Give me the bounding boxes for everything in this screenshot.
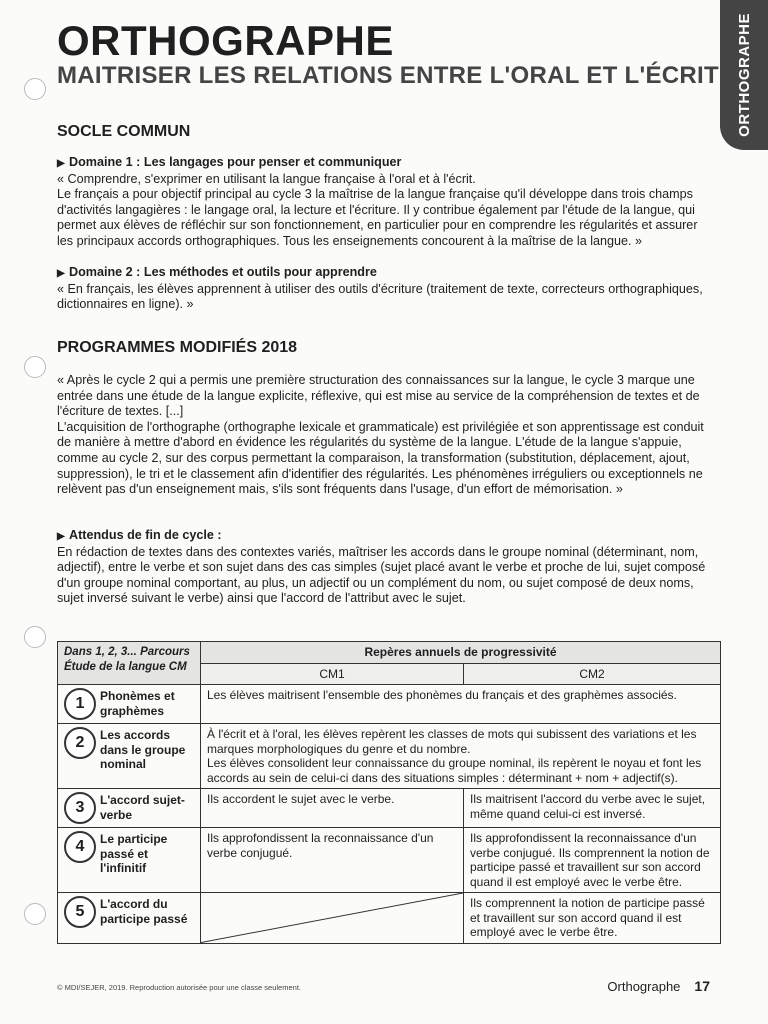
column-cm2: CM2 [464, 663, 721, 685]
programmes-heading: PROGRAMMES MODIFIÉS 2018 [57, 339, 298, 356]
programmes-block [57, 373, 713, 498]
domaine1-title: Domaine 1 : Les langages pour penser et communiquer [69, 155, 402, 169]
punch-hole-4 [24, 903, 46, 925]
row-label-cell [58, 685, 201, 724]
table-top-header: Repères annuels de progressivité [201, 642, 721, 664]
table-left-header: Dans 1, 2, 3... Parcours Étude de la langue CM [58, 642, 201, 685]
bullet-icon: ▶ [57, 158, 65, 169]
page-title: ORTHOGRAPHE [57, 17, 394, 64]
programmes-text: « Après le cycle 2 qui a permis une première structuration des connaissances sur la langue, le cycle 3 marque une entrée dans une étude de la langue explicite, réflexive, qui est mise au service de la compréhension de textes et de l'écriture de textes. [...] L'acquisition de l'orthographe (orthographe lexicale et grammaticale) est privilégiée et son apprentissage est conduit de manière à mettre d'abord en évidence les régularités du système de la langue. L'étude de la langue s'appuie, comme au cycle 2, sur des corpus permettant la comparaison, la transformation (substitution, déplacement, ajout, suppression), le tri et le classement afin d'identifier des régularités. Les phénomènes irréguliers ou exceptionnels ne relèvent pas d'un enseignement mais, s'ils sont fréquents dans l'usage, d'un effort de mémorisation. » [57, 373, 704, 497]
attendus-text: En rédaction de textes dans des contextes variés, maîtriser les accords dans le groupe nominal (déterminant, nom, adjectif), entre le verbe et son sujet dans des cas simples (sujet placé avant le verbe et proche de lui, sujet composé d'un groupe nominal comportant, au plus, un adjectif ou un complément du nom, ou sujet composé de deux noms, sujet inversé suivant le verbe) ainsi que l'accord de l'attribut avec le sujet. [57, 544, 706, 606]
punch-hole-1 [24, 78, 46, 100]
page-footer [607, 978, 710, 994]
section-side-tab [720, 0, 768, 150]
row-text-both: À l'écrit et à l'oral, les élèves repèrent les classes de mots qui subissent des variations et les marques morphologiques du genre et du nombre. Les élèves consolident leur connaissance du groupe nominal, ils repèrent le noyau et font les accords au sein de celui-ci dans des situations simples : déterminant + nom + adjectif(s). [201, 724, 721, 789]
progression-table [57, 641, 721, 944]
table-row [58, 789, 721, 828]
row-text-both: Les élèves maitrisent l'ensemble des phonèmes du français et des graphèmes associés. [201, 685, 721, 724]
row-label: L'accord sujet-verbe [100, 793, 185, 822]
diagonal-strike [201, 893, 463, 943]
page-subtitle: MAITRISER LES RELATIONS ENTRE L'ORAL ET L'ÉCRIT [57, 62, 719, 89]
row-label: Le participe passé et l'infinitif [100, 832, 168, 875]
domaine2-title: Domaine 2 : Les méthodes et outils pour apprendre [69, 265, 377, 279]
number-badge: 1 [64, 688, 96, 720]
domaine1-text: « Comprendre, s'exprimer en utilisant la langue française à l'oral et à l'écrit. Le français a pour objectif principal au cycle 3 la maîtrise de la langue française qu'il développe dans trois champs d'activités langagières : le langage oral, la lecture et l'écriture. Il y contribue également par l'étude de la langue, qui permet aux élèves de réfléchir sur son fonctionnement, en particulier pour en comprendre les régularités et assurer les principaux accords orthographiques. Tous les enseignements concourent à la maîtrise de la langue. » [57, 171, 698, 248]
bullet-icon: ▶ [57, 268, 65, 279]
table-header-row [58, 642, 721, 664]
footer-section: Orthographe [607, 979, 681, 994]
table-row [58, 828, 721, 893]
punch-hole-3 [24, 626, 46, 648]
empty-cm1-cell [201, 893, 464, 944]
page-number: 17 [694, 978, 710, 994]
table-row [58, 724, 721, 789]
row-text-cm2: Ils approfondissent la reconnaissance d'un verbe conjugué. Ils comprennent la notion de participe passé et travaillent sur son accord quand il est employé avec le verbe être. [464, 828, 721, 893]
table-row [58, 893, 721, 944]
attendus-block [57, 528, 713, 607]
row-label-cell [58, 789, 201, 828]
row-text-cm1: Ils approfondissent la reconnaissance d'un verbe conjugué. [201, 828, 464, 893]
number-badge: 3 [64, 792, 96, 824]
attendus-title: Attendus de fin de cycle : [69, 528, 222, 542]
row-label: Phonèmes et graphèmes [100, 689, 175, 718]
domaine1-block [57, 155, 713, 250]
socle-heading: SOCLE COMMUN [57, 123, 191, 140]
bullet-icon: ▶ [57, 531, 65, 542]
row-text-cm2: Ils maitrisent l'accord du verbe avec le sujet, même quand celui-ci est inversé. [464, 789, 721, 828]
number-badge: 4 [64, 831, 96, 863]
row-label-cell [58, 828, 201, 893]
domaine2-text: « En français, les élèves apprennent à utiliser des outils d'écriture (traitement de texte, correcteurs orthographiques, dictionnaires en ligne). » [57, 281, 703, 312]
row-label-cell [58, 724, 201, 789]
row-label: Les accords dans le groupe nominal [100, 728, 186, 771]
domaine2-block [57, 265, 713, 313]
row-label: L'accord du participe passé [100, 897, 188, 926]
punch-hole-2 [24, 356, 46, 378]
row-text-cm1: Ils accordent le sujet avec le verbe. [201, 789, 464, 828]
row-label-cell [58, 893, 201, 944]
table-row [58, 685, 721, 724]
row-text-cm2: Ils comprennent la notion de participe passé et travaillent sur son accord quand il est employé avec le verbe être. [464, 893, 721, 944]
number-badge: 2 [64, 727, 96, 759]
column-cm1: CM1 [201, 663, 464, 685]
copyright-text: © MDI/SEJER, 2019. Reproduction autorisée pour une classe seulement. [57, 983, 301, 992]
side-tab-label: ORTHOGRAPHE [735, 13, 753, 137]
number-badge: 5 [64, 896, 96, 928]
